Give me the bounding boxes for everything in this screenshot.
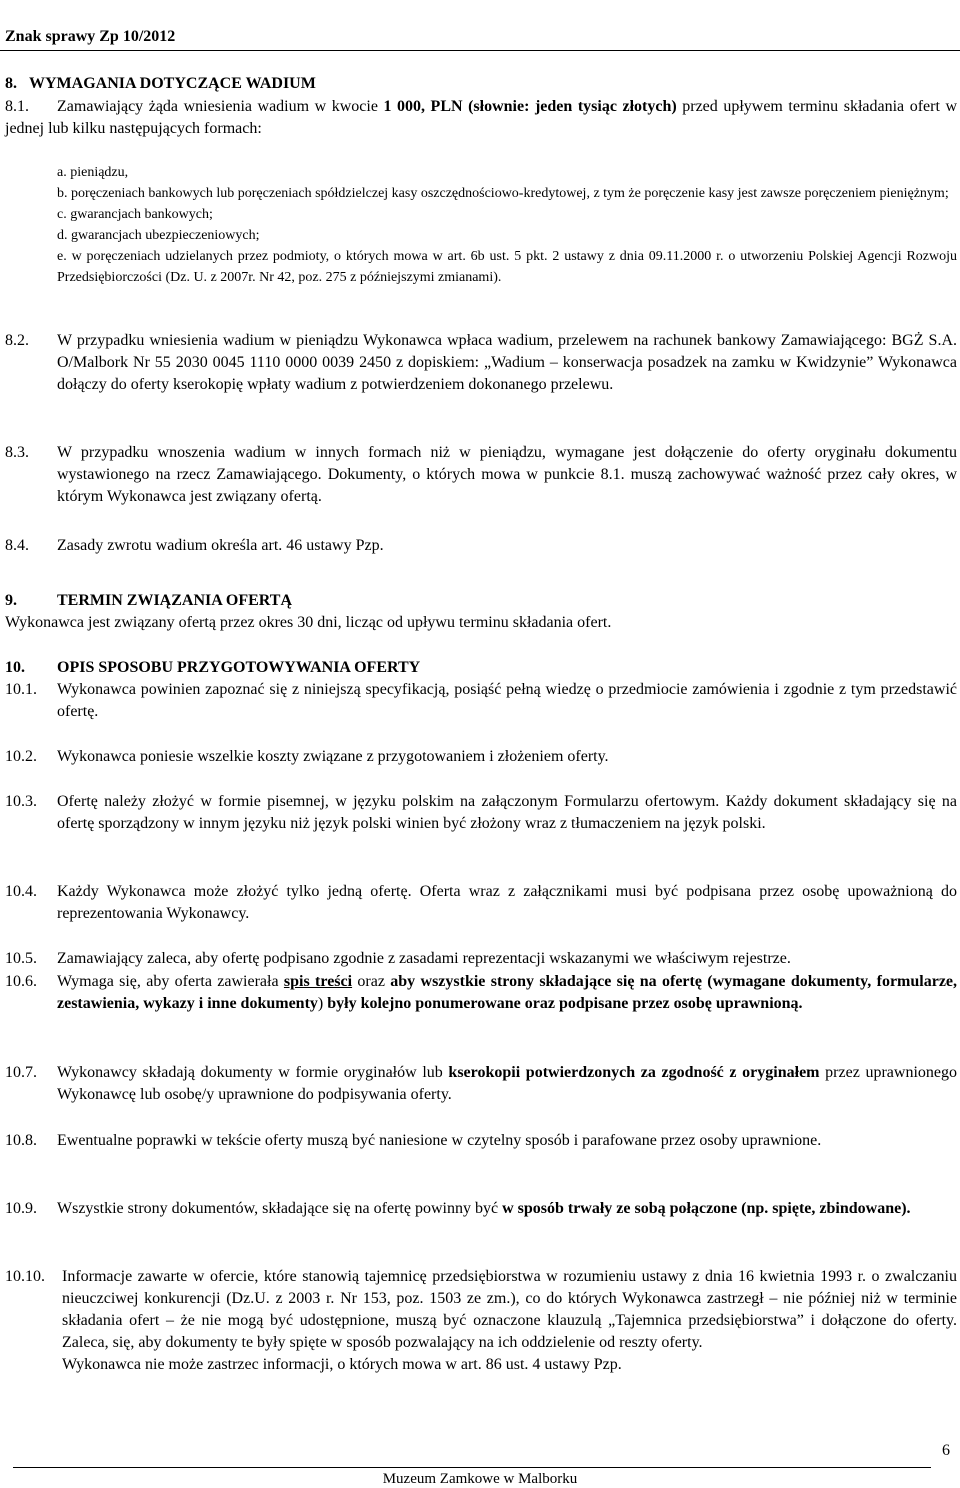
para-10-9-a: Wszystkie strony dokumentów, składające się na ofertę powinny być: [57, 1200, 503, 1217]
footer-institution: Muzeum Zamkowe w Malborku: [382, 1471, 578, 1487]
para-10-6-e: ): [317, 995, 328, 1012]
section-8-heading: 8. WYMAGANIA DOTYCZĄCE WADIUM: [5, 75, 316, 92]
para-number: 10.5.: [5, 950, 37, 967]
para-10-6-d: aby wszystkie strony składające się na ofertę (wymagane dokumenty, formularze, zestawienia, wykazy i inne dokumenty: [57, 973, 958, 1012]
para-number: 10.6.: [5, 973, 37, 990]
para-number: 10.3.: [5, 793, 37, 810]
para-10-10-text2: Wykonawca nie może zastrzec informacji, o których mowa w art. 86 ust. 4 ustawy Pzp.: [62, 1356, 622, 1373]
para-8-1: [5, 96, 957, 140]
section-9-heading: TERMIN ZWIĄZANIA OFERTĄ: [57, 592, 293, 609]
para-number: 8.3.: [5, 444, 29, 461]
para-number: 10.4.: [5, 883, 37, 900]
header-rule: [0, 50, 960, 51]
para-10-6-a: Wymaga się, aby oferta zawierała: [57, 973, 284, 990]
para-number: 8.2.: [5, 332, 29, 349]
para-10-3: Ofertę należy złożyć w formie pisemnej, w języku polskim na załączonym Formularzu ofertowym. Każdy dokument składający się na ofertę sporządzony w innym języku niż język polski winien być złożony wraz z tłumaczeniem na język polski.: [57, 793, 957, 832]
para-8-2: W przypadku wniesienia wadium w pieniądzu Wykonawca wpłaca wadium, przelewem na rachunek bankowy Zamawiającego: BGŻ S.A. O/Malbork Nr 55 2030 0045 1110 0000 0039 2450 z dopiskiem: „Wadium – konserwacja posadzek na zamku w Kwidzynie” Wykonawca dołączy do oferty kserokopię wpłaty wadium z potwierdzeniem dokonanego przelewu.: [57, 332, 957, 393]
para-8-1-rest: przed upływem terminu składania ofert w jednej lub kilku następujących formach:: [5, 98, 957, 137]
list-item: b. poręczeniach bankowych lub poręczeniach spółdzielczej kasy oszczędnościowo-kredytowej, z tym że poręczenie kasy jest zawsze poręczeniem pieniężnym;: [57, 186, 949, 201]
para-10-9: [57, 1198, 957, 1220]
case-reference: Znak sprawy Zp 10/2012: [5, 28, 176, 45]
para-number: 8.1.: [5, 98, 29, 115]
table-of-contents-term: spis treści: [283, 973, 353, 990]
para-number: 10.7.: [5, 1064, 37, 1081]
para-number: 10.8.: [5, 1132, 37, 1149]
footer-rule: [13, 1467, 931, 1468]
para-10-1: Wykonawca powinien zapoznać się z niniejszą specyfikacją, posiąść pełną wiedzę o przedmiocie zamówienia i zgodnie z tym przedstawić ofertę.: [57, 681, 957, 720]
page-number: 6: [942, 1442, 950, 1459]
para-10-4: Każdy Wykonawca może złożyć tylko jedną ofertę. Oferta wraz z załącznikami musi być podpisana przez osobę upoważnioną do reprezentowania Wykonawcy.: [57, 883, 957, 922]
para-10-9-b: w sposób trwały ze sobą połączone (np. spięte, zbindowane).: [502, 1200, 911, 1217]
list-item: a. pieniądzu,: [57, 165, 129, 180]
para-10-10: [62, 1266, 957, 1376]
para-8-3: W przypadku wnoszenia wadium w innych formach niż w pieniądzu, wymagane jest dołączenie do oferty oryginału dokumentu wystawionego na rzecz Zamawiającego. Dokumenty, o których mowa w punkcie 8.1. muszą zachowywać ważność przez cały okres, w którym Wykonawca jest związany ofertą.: [57, 444, 957, 505]
wadium-forms-list: [57, 162, 957, 288]
section-9-number: 9.: [5, 592, 17, 609]
para-10-7-a: Wykonawcy składają dokumenty w formie oryginałów lub: [57, 1064, 449, 1081]
section-10-number: 10.: [5, 659, 25, 676]
para-10-7: [57, 1062, 957, 1106]
para-number: 10.1.: [5, 681, 37, 698]
list-item: d. gwarancjach ubezpieczeniowych;: [57, 228, 260, 243]
para-number: 10.2.: [5, 748, 37, 765]
list-item: e. w poręczeniach udzielanych przez podmioty, o których mowa w art. 6b ust. 5 pkt. 2 ustawy z dnia 09.11.2000 r. o utworzeniu Polskiej Agencji Rozwoju Przedsiębiorczości (Dz. U. z 2007r. Nr 42, poz. 275 z późniejszymi zmianami).: [57, 249, 957, 285]
wadium-amount: 1 000, PLN (słownie: jeden tysiąc złotych): [383, 98, 677, 115]
section-9-text: Wykonawca jest związany ofertą przez okres 30 dni, licząc od upływu terminu składania ofert.: [5, 614, 612, 631]
para-10-6-c: oraz: [352, 973, 391, 990]
para-8-1-lead: Zamawiający żąda wniesienia wadium w kwocie: [57, 98, 384, 115]
section-10-heading: OPIS SPOSOBU PRZYGOTOWYWANIA OFERTY: [57, 659, 421, 676]
list-item: c. gwarancjach bankowych;: [57, 207, 213, 222]
para-10-2: Wykonawca poniesie wszelkie koszty związane z przygotowaniem i złożeniem oferty.: [57, 748, 609, 765]
para-10-7-c: przez uprawnionego Wykonawcę lub osobę/y uprawnione do podpisywania oferty.: [57, 1064, 957, 1103]
para-10-6: [57, 971, 957, 1015]
para-10-10-text: Informacje zawarte w ofercie, które stanowią tajemnicę przedsiębiorstwa w rozumieniu ustawy z dnia 16 kwietnia 1993 r. o zwalczaniu nieuczciwej konkurencji (Dz.U. z 2003 r. Nr 153, poz. 1503 ze zm.), co do których Wykonawca zastrzegł – nie później niż w terminie składania ofert – że nie mogą być udostępnione, muszą być oznaczone klauzulą „Tajemnica przedsiębiorstwa” i dołączone do oferty. Zaleca, się, aby dokumenty te były spięte w sposób pozwalający na ich oddzielenie od reszty oferty.: [62, 1268, 957, 1351]
para-10-5: Zamawiający zaleca, aby ofertę podpisano zgodnie z zasadami reprezentacji wskazanymi we właściwym rejestrze.: [57, 950, 791, 967]
para-number: 10.9.: [5, 1200, 37, 1217]
para-10-6-f: były kolejno ponumerowane oraz podpisane przez osobę uprawnioną.: [327, 995, 803, 1012]
para-8-4: Zasady zwrotu wadium określa art. 46 ustawy Pzp.: [57, 537, 384, 554]
para-number: 8.4.: [5, 537, 29, 554]
para-10-7-b: kserokopii potwierdzonych za zgodność z oryginałem: [448, 1064, 820, 1081]
para-number: 10.10.: [5, 1268, 45, 1285]
para-10-8: Ewentualne poprawki w tekście oferty muszą być naniesione w czytelny sposób i parafowane przez osoby uprawnione.: [57, 1132, 822, 1149]
